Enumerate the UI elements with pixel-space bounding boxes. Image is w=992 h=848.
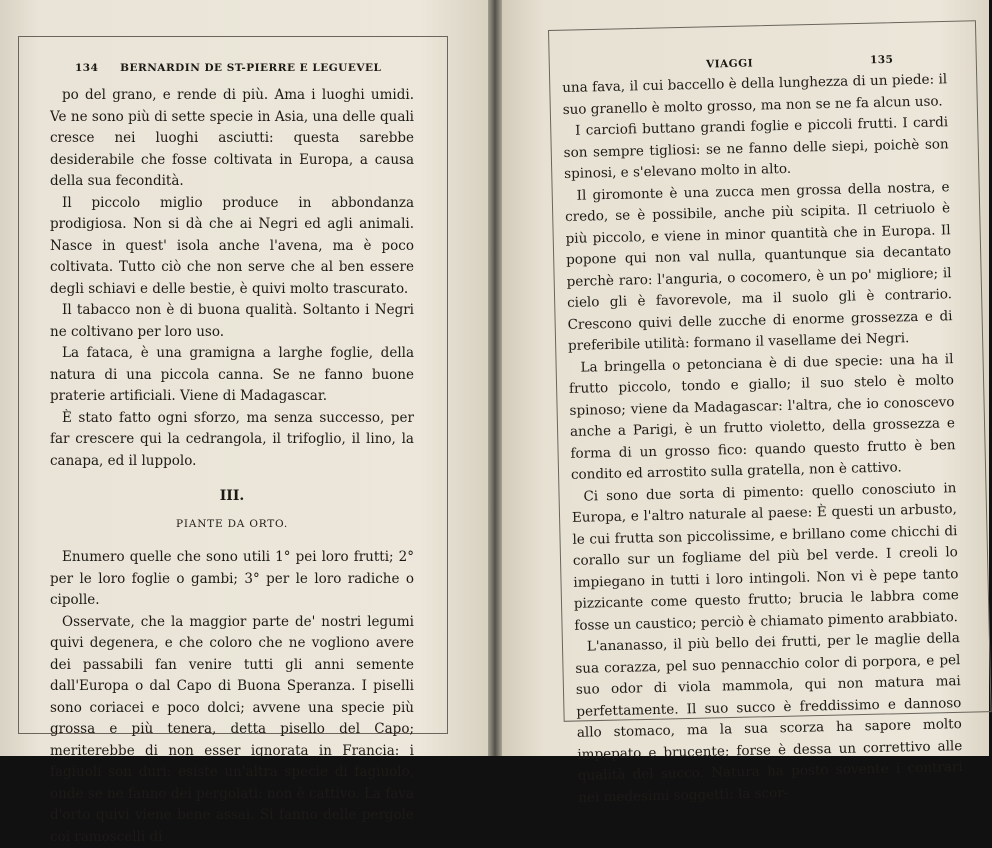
paragraph: Il piccolo miglio produce in abbondanza prodigiosa. Non si dà che ai Negri ed agli animali. Nasce in quest' isola anche l'avena, ma è poco coltivata. Tutto ciò che non serve che al ben essere degli schiavi e delle bestie, è quivi molto trascurato. xyxy=(50,193,414,301)
right-page xyxy=(494,0,989,756)
paragraph: Il giromonte è una zucca men grossa della nostra, e credo, se è possibile, anche più scipita. Il cetriuolo è più piccolo, e viene in minor quantità che in Europa. Il popone qui non val nulla, quantunque sia decantato perchè raro: l'anguria, o cocomero, è un po' migliore; il cielo gli è favorevole, ma il suolo gli è contrario. Crescono quivi delle zucche di enorme grossezza e di preferibile utilità: formano il vasellame dei Negri. xyxy=(564,177,953,358)
right-page-body xyxy=(562,69,963,809)
left-page-header xyxy=(75,62,381,74)
left-page-number: 134 xyxy=(75,62,98,74)
paragraph: I carciofi buttano grandi foglie e piccoli frutti. I cardi son sempre tigliosi: se ne fanno delle siepi, poichè son spinosi, e s'elevano molto in alto. xyxy=(563,112,949,185)
paragraph: una fava, il cui baccello è della lunghezza di un piede: il suo granello è molto grosso, ma non se ne fa alcun uso. xyxy=(562,69,948,121)
paragraph: Il tabacco non è di buona qualità. Soltanto i Negri ne coltivano per loro uso. xyxy=(50,300,414,343)
right-page-number-wrap xyxy=(870,54,894,67)
paragraph: È stato fatto ogni sforzo, ma senza successo, per far crescere qui la cedrangola, il trifoglio, il lino, la canapa, ed il luppolo. xyxy=(50,408,414,473)
paragraph: La fataca, è una gramigna a larghe foglie, della natura di una piccola canna. Se ne fanno buone praterie artificiali. Viene di Madagascar. xyxy=(50,343,414,408)
right-page-header xyxy=(706,57,753,70)
paragraph: L'ananasso, il più bello dei frutti, per le maglie della sua corazza, pel suo pennacchio color di porpora, e pel suo odor di viola mammola, qui non matura mai perfettamente. Il suo succo è freddissimo e dannoso allo stomaco, ma la sua scorza ha sapore molto impepato e brucente; forse è dessa un correttivo alle qualità del succo. Natura ha posto sovente i contrari nei medesimi soggetti: la scor- xyxy=(575,628,964,809)
paragraph: Ci sono due sorta di pimento: quello conosciuto in Europa, e l'altro naturale al paese: È questi un arbusto, le cui frutta son piccolissime, e brillano come chicchi di corallo sur un fogliame del più bel verde. I creoli lo impiegano in tutti i loro intingoli. Non vi è pepe tanto pizzicante come questo frutto; brucia le labbra come fosse un caustico; perciò è chiamato pimento arabbiato. xyxy=(571,478,959,637)
paragraph: Osservate, che la maggior parte de' nostri legumi quivi degenera, e che coloro che ne vogliono avere dei passabili fan venire tutti gli anni semente dall'Europa o dal Capo di Buona Speranza. I piselli sono coriacei e poco dolci; avvene una specie più grossa e più tenera, detta pisello del Capo; meriterebbe di non esser ignorata in Francia: i fagiuoli son duri: esiste un'altra specie di fagiuolo, onde se ne fanno dei pergolati: non è cattivo. La fava d'orto quivi viene bene assai. Si fanno delle pergole coi ramoscelli di xyxy=(50,612,414,848)
section-number: III. xyxy=(50,486,414,508)
left-page-body xyxy=(50,85,414,848)
paragraph: La bringella o petonciana è di due specie: una ha il frutto piccolo, tondo e giallo; il suo stelo è molto spinoso; viene da Madagascar: l'altra, che io conoscevo anche a Parigi, è un frutto violetto, della grossezza e forma di un grosso fico: quando questo frutto è ben condito ed arrostito sulla gratella, non è cattivo. xyxy=(568,349,956,487)
right-running-title: VIAGGI xyxy=(706,57,753,70)
left-page xyxy=(0,0,494,756)
section-title: PIANTE DA ORTO. xyxy=(50,514,414,536)
left-running-title: BERNARDIN DE ST-PIERRE E LEGUEVEL xyxy=(120,62,381,74)
book-gutter xyxy=(488,0,502,756)
paragraph: po del grano, e rende di più. Ama i luoghi umidi. Ve ne sono più di sette specie in Asia, una delle quali cresce nei luoghi asciutti: questa sarebbe desiderabile che fosse coltivata in Europa, a causa della sua fecondità. xyxy=(50,85,414,193)
paragraph: Enumero quelle che sono utili 1° pei loro frutti; 2° per le loro foglie o gambi; 3° per le loro radiche o cipolle. xyxy=(50,547,414,612)
right-page-number: 135 xyxy=(870,54,894,67)
